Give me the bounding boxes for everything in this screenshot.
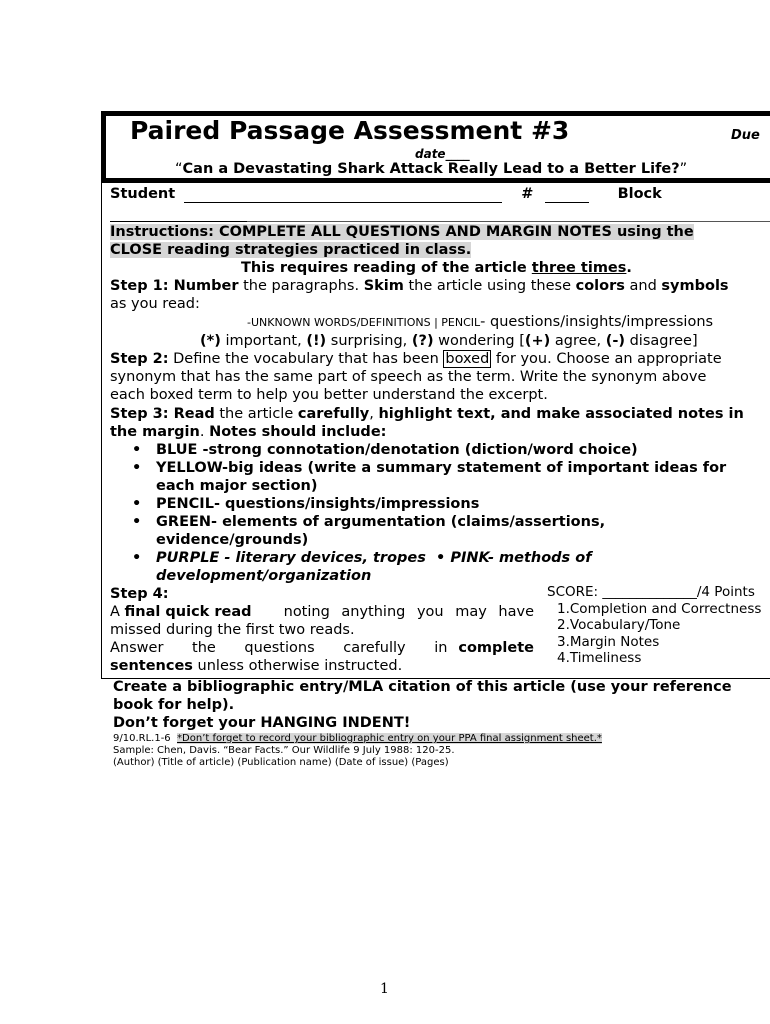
complete-word: complete (458, 640, 534, 656)
step-4-line-2: missed during the first two reads. (110, 622, 355, 638)
note-green: GREEN- elements of argumentation (claims/assertions, (156, 514, 606, 530)
page-number: 1 (380, 981, 389, 997)
step-4-label: Step 4: (110, 586, 169, 602)
reminder-note: *Don’t forget to record your bibliographic entry on your PPA final assignment sheet.* (177, 733, 602, 744)
step-2-line-3: each boxed term to help you better understand the excerpt. (110, 387, 548, 403)
step-2-text-2: for you. Choose an appropriate (491, 351, 722, 367)
note-purple: PURPLE - literary devices, tropes (156, 550, 426, 566)
block-blank[interactable] (110, 221, 247, 222)
score-item-margin-notes: 3.Margin Notes (557, 633, 660, 650)
reading-note (241, 260, 632, 276)
pencil-note: - questions/insights/impressions (480, 314, 714, 330)
step-2-label: Step 2: (110, 351, 169, 367)
step-4-answer: Answer the questions carefully in (110, 640, 448, 656)
note-yellow-cont: each major section) (156, 478, 318, 494)
step-3-comma: , (369, 406, 379, 422)
bullet-icon: • (436, 550, 446, 566)
symbol-disagree: (-) (605, 333, 625, 349)
citation-notes (113, 733, 602, 769)
colors-word: colors (575, 278, 625, 294)
highlight-text: highlight text, and make associated notes in (378, 406, 744, 422)
symbol-surprising: (!) (306, 333, 327, 349)
list-item (110, 495, 744, 513)
list-item (110, 513, 744, 531)
list-item (110, 567, 744, 585)
symbol-important: (*) (200, 333, 221, 349)
student-row (110, 186, 662, 203)
symbol-disagree-text: disagree] (624, 333, 698, 349)
step-3-label: Step 3: Read (110, 406, 215, 422)
article-title (175, 161, 687, 177)
step-1-label: Step 1: Number (110, 278, 239, 294)
list-item (110, 441, 744, 459)
notes-list (110, 441, 744, 585)
step-1-line-2: as you read: (110, 296, 200, 312)
the-margin: the margin (110, 424, 200, 440)
unknown-words-note: -UNKNOWN WORDS/DEFINITIONS | PENCIL (247, 316, 481, 329)
note-pink: PINK- methods of (450, 550, 592, 566)
note-pencil: PENCIL- questions/insights/impressions (156, 496, 480, 512)
step-4-text-2: unless otherwise instructed. (192, 658, 403, 674)
carefully-word: carefully (297, 406, 370, 422)
bibliography-section (113, 678, 732, 732)
step-1-text-1: the paragraphs. (238, 278, 364, 294)
student-name-blank[interactable] (184, 186, 502, 203)
student-label: Student (110, 186, 176, 202)
article-title-text: Can a Devastating Shark Attack Really Lead to a Better Life? (182, 161, 680, 177)
note-blue: BLUE -strong connotation/denotation (diction/word choice) (156, 442, 638, 458)
score-item-timeliness: 4.Timeliness (557, 650, 642, 666)
instructions (110, 223, 694, 277)
symbol-surprising-text: surprising, (326, 333, 412, 349)
score-item-completion: 1.Completion and Correctness (557, 600, 762, 617)
symbols-word: symbols (661, 278, 729, 294)
biblio-line-2: book for help). (113, 697, 235, 713)
instructions-line-1: Instructions: COMPLETE ALL QUESTIONS AND MARGIN NOTES using the (110, 224, 694, 240)
section-divider (247, 221, 770, 222)
list-item (110, 477, 744, 495)
instructions-line-2: CLOSE reading strategies practiced in class. (110, 242, 472, 258)
close-quote: ” (679, 161, 688, 177)
step-4-line-1 (110, 603, 252, 621)
sample-citation: Sample: Chen, Davis. “Bear Facts.” Our Wildlife 9 July 1988: 120-25. (113, 745, 455, 756)
bullet-icon: • (132, 460, 142, 476)
notes-include: Notes should include: (209, 424, 387, 440)
note-green-cont: evidence/grounds) (156, 532, 309, 548)
three-times: three times (531, 260, 627, 276)
symbol-wondering: (?) (411, 333, 434, 349)
standard-code: 9/10.RL.1-6 (113, 733, 171, 744)
citation-legend: (Author) (Title of article) (Publication name) (Date of issue) (Pages) (113, 757, 449, 768)
score-label: SCORE: ______________/4 Points (547, 584, 755, 600)
due-label: Due (731, 128, 760, 143)
step-1 (110, 277, 729, 350)
sentences-word: sentences (110, 658, 193, 674)
bullet-icon: • (132, 442, 142, 458)
step-1-text-3: and (624, 278, 662, 294)
step-2-text-1: Define the vocabulary that has been (168, 351, 444, 367)
score-section (547, 584, 761, 667)
skim-word: Skim (363, 278, 404, 294)
number-label: # (521, 186, 534, 202)
final-quick-read: final quick read (124, 604, 252, 620)
block-label: Block (617, 186, 662, 202)
frame-left-rule (101, 183, 102, 679)
step-2-line-2: synonym that has the same part of speech as the term. Write the synonym above (110, 369, 707, 385)
open-quote: “ (175, 161, 183, 177)
page-title: Paired Passage Assessment #3 (130, 116, 570, 145)
list-item (110, 549, 744, 567)
score-item-vocabulary: 2.Vocabulary/Tone (557, 617, 681, 633)
step-3 (110, 405, 744, 585)
step-2 (110, 350, 722, 404)
symbol-wondering-text: wondering [ (433, 333, 525, 349)
symbol-agree-text: agree, (550, 333, 606, 349)
step-4-text-1: noting anything you may have (283, 604, 534, 620)
note-purple-cont: development/organization (156, 568, 372, 584)
list-item (110, 459, 744, 477)
bullet-icon: • (132, 550, 142, 566)
hanging-indent-note: Don’t forget your HANGING INDENT! (113, 715, 411, 731)
step-1-text-2: the article using these (403, 278, 576, 294)
student-number-blank[interactable] (545, 186, 589, 203)
step-4-a: A (110, 604, 125, 620)
step-3-text-1: the article (214, 406, 298, 422)
reading-note-text: This requires reading of the article (241, 260, 532, 276)
reading-note-period: . (626, 260, 632, 276)
step-4 (110, 585, 534, 675)
symbol-important-text: important, (220, 333, 307, 349)
note-yellow: YELLOW-big ideas (write a summary statement of important ideas for (156, 460, 727, 476)
bullet-icon: • (132, 496, 142, 512)
list-item (110, 531, 744, 549)
date-label: date____ (415, 147, 470, 161)
symbol-agree: (+) (524, 333, 551, 349)
bullet-icon: • (132, 514, 142, 530)
boxed-word: boxed (445, 351, 490, 367)
step-3-period: . (199, 424, 210, 440)
biblio-line-1: Create a bibliographic entry/MLA citation of this article (use your reference (113, 679, 732, 695)
